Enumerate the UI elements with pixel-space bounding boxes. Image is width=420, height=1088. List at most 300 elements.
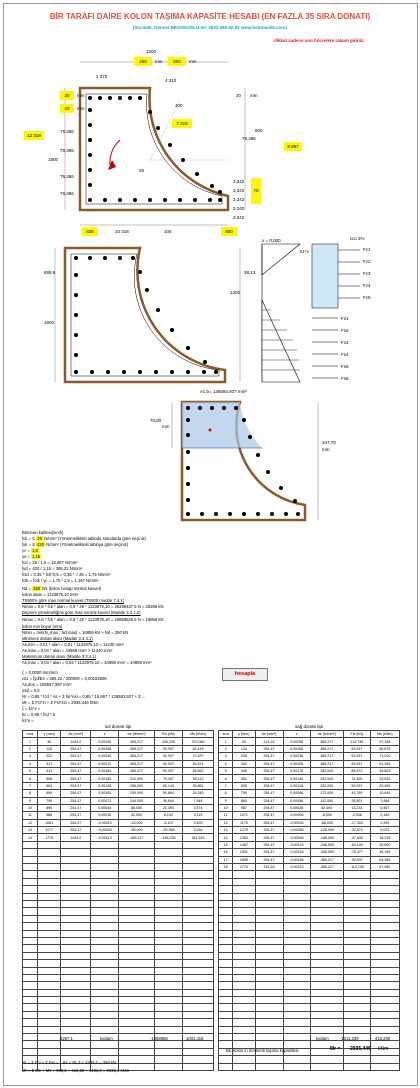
table-cell (255, 1026, 283, 1033)
calc-nmin: Nmin = min(N_max ; Nd max) = 16859 kN > Nd = 250 kN (22, 630, 129, 635)
table-cell: 54,652 (183, 767, 214, 774)
table-cell (233, 945, 255, 952)
input-fck[interactable]: 25 (37, 536, 42, 541)
table-cell: 3,264 (183, 827, 214, 834)
table-cell (283, 908, 310, 915)
table-row (23, 1004, 214, 1011)
dim-34778: 347,78 (322, 440, 336, 445)
table-cell: 49,803 (370, 767, 399, 774)
table-cell: 5 (23, 767, 38, 774)
table-cell (61, 930, 91, 937)
table-cell (154, 849, 183, 856)
mr-symbol: Mr = (330, 1046, 341, 1052)
label-fc1: Fc1 (363, 247, 371, 252)
table-cell (37, 930, 61, 937)
table-cell: 112,000 (310, 797, 343, 804)
table-cell (154, 967, 183, 974)
table-cell (23, 1034, 38, 1041)
table-cell (90, 1019, 119, 1026)
table-cell (61, 915, 91, 922)
calc-gs-row (22, 554, 41, 559)
table-cell (61, 900, 91, 907)
table-cell (23, 864, 38, 871)
table-cell (154, 1063, 183, 1070)
table-cell (344, 945, 371, 952)
dim-top-width: 1200 (146, 49, 157, 54)
table-row (23, 834, 214, 841)
dim-1800: 1800 (48, 157, 59, 162)
input-fyk[interactable]: 420 (37, 542, 45, 547)
table-cell: 342 (233, 760, 255, 767)
table-cell: 6 (23, 775, 38, 782)
dim-79386-a: 79,386 (60, 129, 74, 134)
table-cell (37, 871, 61, 878)
calc-area: kolon alanı = 1123975,10 mm² (22, 592, 79, 597)
table-cell (283, 960, 310, 967)
table-cell: 30,600 (370, 841, 399, 848)
table-cell (90, 908, 119, 915)
table-cell (119, 982, 154, 989)
table-cell: -0,00184 (283, 856, 310, 863)
calc-sd: σsd = 0,5 (22, 688, 40, 693)
table-row (219, 827, 400, 834)
table-row (219, 856, 400, 863)
calculate-button[interactable]: hesapla (222, 668, 268, 681)
table-cell (310, 937, 343, 944)
table-cell: -365,217 (310, 856, 343, 863)
table-cell (233, 871, 255, 878)
dim-7060: 70,60 (150, 418, 162, 423)
table-cell (154, 908, 183, 915)
table-cell (183, 1019, 214, 1026)
table-cell (61, 967, 91, 974)
table-cell (219, 1063, 233, 1070)
calc-concrete-heading: Betonun kalitesi(sınıfı) (22, 530, 64, 535)
table-cell: 92,937 (344, 745, 371, 752)
table-cell: 508 (37, 775, 61, 782)
table-cell (119, 915, 154, 922)
table-cell: 11 (219, 812, 233, 819)
table-cell (154, 900, 183, 907)
table-cell (90, 878, 119, 885)
dim-79386-c: 79,386 (60, 174, 74, 179)
input-cover-side[interactable]: 20 (60, 104, 74, 113)
table-cell (370, 989, 399, 996)
table-cell (370, 945, 399, 952)
table-cell: 317 (37, 760, 61, 767)
table-cell (23, 871, 38, 878)
table-cell: 2 (219, 745, 233, 752)
table-cell: 9 (219, 797, 233, 804)
table-cell (37, 1041, 61, 1048)
table-cell: 863 (233, 797, 255, 804)
table-cell: -114,735 (344, 864, 371, 871)
table-cell: 314,16 (255, 738, 283, 745)
table-cell: -78,377 (344, 849, 371, 856)
table-row (219, 753, 400, 760)
table-cell (37, 849, 61, 856)
table-cell: 254,47 (255, 812, 283, 819)
table-cell (154, 1048, 183, 1055)
table-cell (310, 967, 343, 974)
table-cell (310, 1063, 343, 1070)
table-cell: 16 (219, 849, 233, 856)
table-cell: 74,305 (344, 775, 371, 782)
table-cell: 254,47 (255, 856, 283, 863)
dim-889: 889,6 (44, 270, 56, 275)
table-row (219, 908, 400, 915)
table-cell (233, 915, 255, 922)
table-cell: -436,235 (154, 834, 183, 841)
table-cell (233, 989, 255, 996)
table-cell (255, 900, 283, 907)
table-cell (283, 923, 310, 930)
table-cell: 32,000 (119, 812, 154, 819)
table-cell (183, 945, 214, 952)
table-cell (154, 1004, 183, 1011)
input-5897[interactable]: 5 897 (284, 142, 302, 151)
table-row (219, 967, 400, 974)
label-x-top: x = 0,000 (262, 238, 281, 243)
calc-asdon: As,don = 185557,997 mm² (22, 682, 72, 687)
input-cover-top[interactable]: 20 (60, 91, 74, 100)
table-cell: 365,217 (119, 753, 154, 760)
table-cell: 3 (23, 753, 38, 760)
table-cell: 79,397 (154, 775, 183, 782)
table-cell: 254,47 (255, 790, 283, 797)
table-cell (37, 1011, 61, 1018)
table-cell (37, 982, 61, 989)
table-cell: -248,000 (310, 841, 343, 848)
table-cell (370, 960, 399, 967)
table-cell (183, 864, 214, 871)
table-cell (61, 871, 91, 878)
table-cell (370, 886, 399, 893)
table-cell (154, 915, 183, 922)
left-total-f: -1068958 (150, 1036, 168, 1041)
table-cell (37, 864, 61, 871)
table-row (23, 790, 214, 797)
table-cell (23, 1026, 38, 1033)
table-cell: 8 (23, 790, 38, 797)
input-left-12318[interactable]: 12 318 (24, 131, 44, 140)
calc-nd-rest: kN (kolon hesap normal kuvvet) (42, 586, 102, 591)
table-cell (119, 878, 154, 885)
calc-fck-rest: N/mm² (Yönetmelikteki tabloda standarda göre seçiniz) (44, 536, 147, 541)
table-cell (37, 878, 61, 885)
page-title: BİR TARAFI DAİRE KOLON TAŞIMA KAPASİTE HESABI (EN FAZLA 35 SIRA DONATI) (49, 12, 371, 21)
table-cell (90, 1026, 119, 1033)
label-fs1: Fs1 (341, 316, 349, 321)
table-cell (90, 952, 119, 959)
table-cell (255, 908, 283, 915)
table-cell (370, 1004, 399, 1011)
table-cell (370, 1011, 399, 1018)
table-cell (119, 900, 154, 907)
table-cell (119, 1056, 154, 1063)
table-row (23, 804, 214, 811)
table-cell (154, 960, 183, 967)
table-cell: -0,00012 (90, 819, 119, 826)
table-cell: 61,345 (370, 760, 399, 767)
calc-fyd: fyd = 420 / 1,15 = 365,22 N/mm² (22, 566, 83, 571)
table-cell: 795 (37, 797, 61, 804)
table-cell (90, 856, 119, 863)
table-cell (119, 1026, 154, 1033)
table-cell (119, 923, 154, 930)
table-row (219, 945, 400, 952)
input-7318[interactable]: 7 318 (172, 119, 192, 128)
table-cell: -0,00213 (283, 864, 310, 871)
table-cell (23, 1019, 38, 1026)
table-cell: 9 (23, 797, 38, 804)
table-cell: 88,000 (119, 804, 154, 811)
table-row (23, 893, 214, 900)
table-cell: 71,010 (370, 753, 399, 760)
right-total-label: toplam (316, 1036, 329, 1041)
input-800-bottom[interactable]: 800 (221, 227, 237, 236)
right-rebar-table (218, 730, 400, 1071)
table-cell: 256,000 (119, 782, 154, 789)
table-cell (310, 989, 343, 996)
table-cell: 36,644 (154, 797, 183, 804)
table-cell (119, 1048, 154, 1055)
table-cell (219, 886, 233, 893)
table-cell: 0,467 (370, 804, 399, 811)
table-row (23, 908, 214, 915)
table-cell (23, 952, 38, 959)
table-cell (119, 930, 154, 937)
table-cell: 18,225 (370, 834, 399, 841)
table-cell: 254,47 (255, 849, 283, 856)
table-cell (233, 960, 255, 967)
calc-mr: Mr = Σ Fci*zi + Σ Fsi*zsi = 2935,446 kNm (22, 700, 99, 705)
table-row (23, 782, 214, 789)
table-cell (344, 878, 371, 885)
table-cell (183, 937, 214, 944)
table-cell (90, 974, 119, 981)
table-cell (90, 930, 119, 937)
table-cell: 64,385 (370, 856, 399, 863)
table-row (219, 864, 400, 871)
table-cell: 18 (219, 864, 233, 871)
table-cell (344, 871, 371, 878)
table-row (23, 974, 214, 981)
table-cell: 0,493 (183, 819, 214, 826)
table-row (219, 937, 400, 944)
table-cell: 59,037 (344, 782, 371, 789)
table-row (219, 797, 400, 804)
table-cell (61, 989, 91, 996)
table-cell: 92,937 (154, 760, 183, 767)
calc-nd-row (22, 586, 101, 591)
input-gamma-s[interactable]: 1,15 (31, 554, 41, 559)
table-cell: 172,000 (310, 790, 343, 797)
table-cell (61, 1019, 91, 1026)
table-cell (61, 945, 91, 952)
table-cell (233, 1004, 255, 1011)
input-b1[interactable]: 450 (134, 57, 152, 66)
table-cell (23, 1041, 38, 1048)
table-row (23, 923, 214, 930)
table-cell: 1770 (37, 834, 61, 841)
table-cell: 254,47 (61, 812, 91, 819)
right-total-f: -1211,339 (340, 1036, 359, 1041)
table-cell: 65,144 (154, 782, 183, 789)
table-cell (255, 1034, 283, 1041)
calc-fyk-rest: N/mm² (Yönetmelikteki tabloya göre seçiniz) (46, 542, 129, 547)
table-cell (119, 871, 154, 878)
table-cell (370, 1056, 399, 1063)
table-cell (183, 997, 214, 1004)
table-cell (310, 997, 343, 1004)
table-cell (310, 982, 343, 989)
table-cell: -0,00040 (90, 827, 119, 834)
table-cell (219, 945, 233, 952)
table-row (23, 960, 214, 967)
column-section-2 (55, 248, 240, 382)
table-cell: 6 (219, 775, 233, 782)
table-cell (183, 952, 214, 959)
table-cell: 986 (37, 812, 61, 819)
table-cell (23, 937, 38, 944)
table-cell (344, 900, 371, 907)
input-nd[interactable]: 250 (33, 586, 41, 591)
table-cell: 0,00056 (283, 797, 310, 804)
table-cell: 114,735 (344, 738, 371, 745)
table-cell (255, 960, 283, 967)
table-row (23, 878, 214, 885)
table-cell (370, 974, 399, 981)
table-cell (283, 1026, 310, 1033)
table-cell (344, 974, 371, 981)
table-cell (233, 900, 255, 907)
table-cell: 890 (37, 804, 61, 811)
table-cell (183, 1041, 214, 1048)
unit-b2: mm (189, 59, 197, 64)
table-cell (370, 923, 399, 930)
table-cell: 1 (219, 738, 233, 745)
table-cell: 97,338 (370, 738, 399, 745)
table-cell (61, 886, 91, 893)
table-cell (344, 1056, 371, 1063)
table-cell: 8,143 (154, 812, 183, 819)
input-b2[interactable]: 800 (168, 57, 186, 66)
table-cell (119, 989, 154, 996)
table-cell (154, 864, 183, 871)
input-828[interactable]: 828 (82, 227, 98, 236)
table-row (219, 775, 400, 782)
table-cell: -92,937 (344, 856, 371, 863)
table-cell (37, 937, 61, 944)
table-cell: -128,000 (310, 827, 343, 834)
table-cell: -24,000 (119, 819, 154, 826)
table-cell: 365,217 (310, 760, 343, 767)
table-cell (183, 878, 214, 885)
dim-26: 26 (139, 168, 145, 173)
table-row (23, 886, 214, 893)
table-cell (283, 974, 310, 981)
table-cell (219, 952, 233, 959)
table-cell (283, 900, 310, 907)
table-cell: 1194,4 (61, 834, 91, 841)
table-cell (154, 1056, 183, 1063)
table-cell: 254,47 (61, 760, 91, 767)
table-cell (154, 856, 183, 863)
table-cell (183, 900, 214, 907)
table-cell: 254,47 (255, 819, 283, 826)
table-row (23, 1041, 214, 1048)
table-cell: -6,107 (154, 819, 183, 826)
table-cell (219, 908, 233, 915)
left-total-label: toplam (100, 1036, 113, 1041)
table-cell: 92,937 (344, 753, 371, 760)
table-cell: 0,00184 (90, 767, 119, 774)
table-cell (255, 1004, 283, 1011)
dim-10318: 10 318 (115, 229, 129, 234)
table-cell (283, 893, 310, 900)
table-cell (154, 930, 183, 937)
table-cell (183, 893, 214, 900)
table-cell: 1071 (233, 812, 255, 819)
mr-value: 2935,446 (350, 1046, 371, 1052)
table-cell (255, 945, 283, 952)
table-cell: 222 (37, 753, 61, 760)
table-cell: 0,140 (370, 812, 399, 819)
table-cell (61, 841, 91, 848)
table-cell: 1695 (233, 856, 255, 863)
table-cell: 1081 (37, 819, 61, 826)
input-70[interactable]: 70 (251, 178, 261, 204)
table-row (219, 878, 400, 885)
table-cell: 232,000 (310, 782, 343, 789)
table-cell (344, 1019, 371, 1026)
table-row (23, 827, 214, 834)
table-cell: 50,894 (154, 790, 183, 797)
table-cell (255, 937, 283, 944)
table-cell (90, 900, 119, 907)
column-section-1 (65, 62, 245, 225)
table-cell: 254,47 (255, 782, 283, 789)
table-row (219, 982, 400, 989)
table-cell (219, 974, 233, 981)
table-header-cell: Fsi (kN) (344, 731, 371, 738)
calc-fcd-rest: 25 / 1,5 = 16,667 N/mm² (32, 560, 78, 565)
table-cell (23, 930, 38, 937)
table-cell: 30 (233, 738, 255, 745)
table-cell: 254,47 (255, 760, 283, 767)
table-cell (219, 989, 233, 996)
dim-79986-r: 79,386 (242, 136, 256, 141)
left-table-body (23, 738, 214, 1071)
table-cell (37, 908, 61, 915)
table-row (23, 1011, 214, 1018)
table-cell (310, 908, 343, 915)
table-cell: 25,861 (183, 782, 214, 789)
table-cell: -20,358 (154, 827, 183, 834)
input-gamma-c[interactable]: 1,5 (31, 548, 38, 553)
table-cell (310, 974, 343, 981)
table-cell (23, 893, 38, 900)
table-cell (119, 1041, 154, 1048)
table-cell: 967 (233, 804, 255, 811)
calc-max-donati-heading: Maksimum donatı alanı (Madde 3.3.4.1) (22, 654, 97, 659)
table-cell (90, 886, 119, 893)
table-cell: 1279 (233, 827, 255, 834)
table-cell (23, 960, 38, 967)
table-cell (61, 960, 91, 967)
table-cell (283, 930, 310, 937)
